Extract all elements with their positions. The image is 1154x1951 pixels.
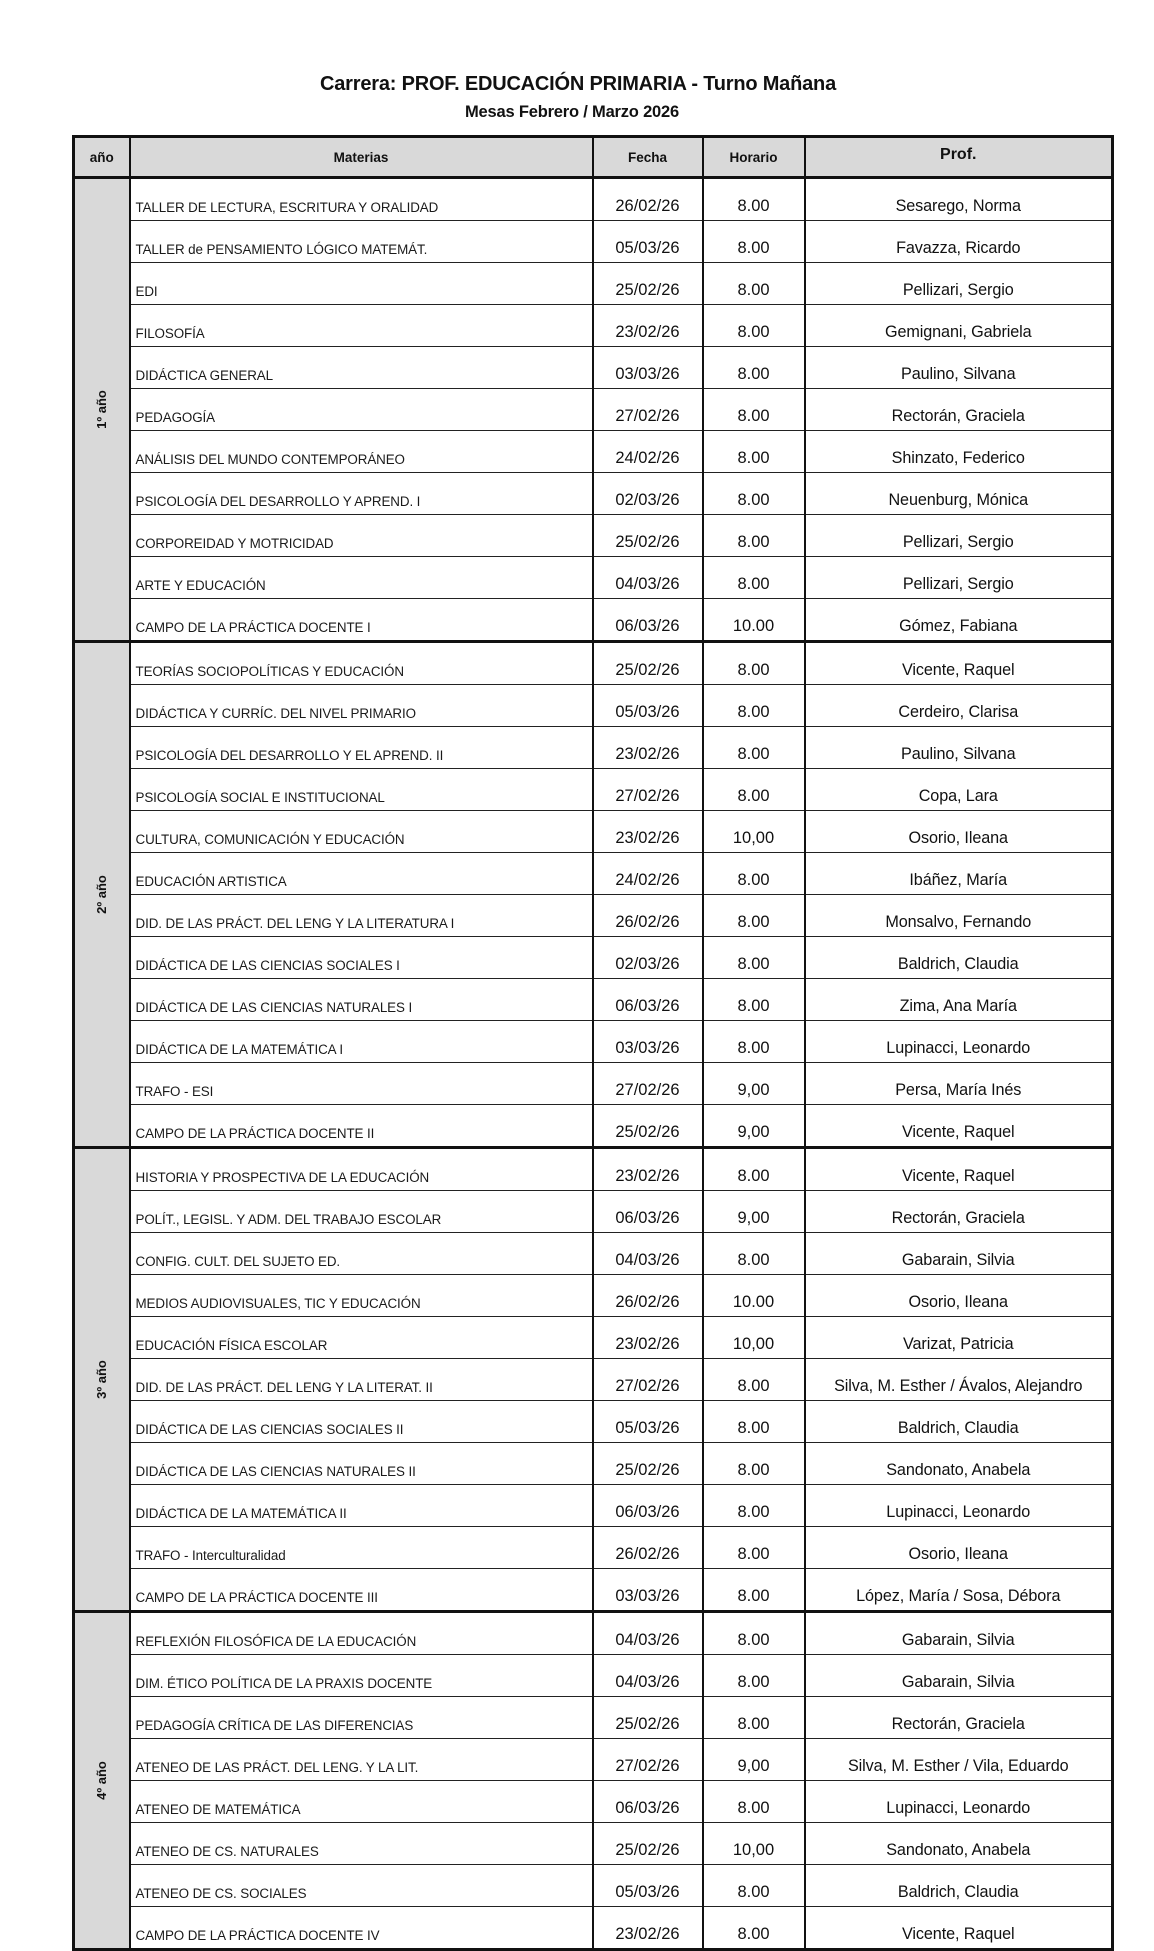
subject-cell: POLÍT., LEGISL. Y ADM. DEL TRABAJO ESCOLAR bbox=[130, 1191, 593, 1233]
table-row bbox=[74, 1781, 1113, 1823]
subject-cell: MEDIOS AUDIOVISUALES, TIC Y EDUCACIÓN bbox=[130, 1275, 593, 1317]
table-row bbox=[74, 305, 1113, 347]
professor-cell: Lupinacci, Leonardo bbox=[805, 1021, 1113, 1063]
table-row bbox=[74, 1655, 1113, 1697]
time-cell: 8.00 bbox=[703, 431, 805, 473]
subject-cell: DIDÁCTICA Y CURRÍC. DEL NIVEL PRIMARIO bbox=[130, 685, 593, 727]
professor-cell: Osorio, Ileana bbox=[805, 1527, 1113, 1569]
date-cell: 23/02/26 bbox=[593, 811, 703, 853]
time-cell: 8.00 bbox=[703, 895, 805, 937]
table-row bbox=[74, 685, 1113, 727]
subject-cell: EDUCACIÓN ARTISTICA bbox=[130, 853, 593, 895]
table-row bbox=[74, 1739, 1113, 1781]
date-cell: 26/02/26 bbox=[593, 178, 703, 221]
subject-cell: PSICOLOGÍA DEL DESARROLLO Y APREND. I bbox=[130, 473, 593, 515]
table-row bbox=[74, 1527, 1113, 1569]
professor-cell: Pellizari, Sergio bbox=[805, 515, 1113, 557]
subject-cell: PEDAGOGÍA CRÍTICA DE LAS DIFERENCIAS bbox=[130, 1697, 593, 1739]
table-row bbox=[74, 221, 1113, 263]
date-cell: 02/03/26 bbox=[593, 473, 703, 515]
date-cell: 24/02/26 bbox=[593, 431, 703, 473]
subject-cell: DIDÁCTICA DE LA MATEMÁTICA I bbox=[130, 1021, 593, 1063]
column-header-materias: Materias bbox=[130, 137, 593, 178]
professor-cell: Cerdeiro, Clarisa bbox=[805, 685, 1113, 727]
subject-cell: CAMPO DE LA PRÁCTICA DOCENTE IV bbox=[130, 1907, 593, 1950]
professor-cell: Vicente, Raquel bbox=[805, 1105, 1113, 1148]
time-cell: 8.00 bbox=[703, 1021, 805, 1063]
professor-cell: Vicente, Raquel bbox=[805, 642, 1113, 685]
time-cell: 8.00 bbox=[703, 263, 805, 305]
subject-cell: TRAFO - Interculturalidad bbox=[130, 1527, 593, 1569]
time-cell: 8.00 bbox=[703, 1697, 805, 1739]
table-row bbox=[74, 1823, 1113, 1865]
date-cell: 27/02/26 bbox=[593, 1359, 703, 1401]
professor-cell: Ibáñez, María bbox=[805, 853, 1113, 895]
date-cell: 25/02/26 bbox=[593, 515, 703, 557]
time-cell: 8.00 bbox=[703, 642, 805, 685]
date-cell: 25/02/26 bbox=[593, 263, 703, 305]
time-cell: 8.00 bbox=[703, 221, 805, 263]
professor-cell: Neuenburg, Mónica bbox=[805, 473, 1113, 515]
professor-cell: Gabarain, Silvia bbox=[805, 1655, 1113, 1697]
subject-cell: PSICOLOGÍA DEL DESARROLLO Y EL APREND. II bbox=[130, 727, 593, 769]
date-cell: 03/03/26 bbox=[593, 1021, 703, 1063]
time-cell: 8.00 bbox=[703, 937, 805, 979]
professor-cell: Sesarego, Norma bbox=[805, 178, 1113, 221]
time-cell: 10,00 bbox=[703, 811, 805, 853]
professor-cell: Baldrich, Claudia bbox=[805, 937, 1113, 979]
table-row bbox=[74, 1401, 1113, 1443]
professor-cell: Pellizari, Sergio bbox=[805, 263, 1113, 305]
time-cell: 8.00 bbox=[703, 389, 805, 431]
professor-cell: Rectorán, Graciela bbox=[805, 1697, 1113, 1739]
date-cell: 24/02/26 bbox=[593, 853, 703, 895]
date-cell: 04/03/26 bbox=[593, 1612, 703, 1655]
table-row bbox=[74, 1485, 1113, 1527]
subject-cell: REFLEXIÓN FILOSÓFICA DE LA EDUCACIÓN bbox=[130, 1612, 593, 1655]
professor-cell: Silva, M. Esther / Vila, Eduardo bbox=[805, 1739, 1113, 1781]
subject-cell: DIDÁCTICA DE LA MATEMÁTICA II bbox=[130, 1485, 593, 1527]
year-group-cell bbox=[74, 1148, 130, 1612]
date-cell: 03/03/26 bbox=[593, 1569, 703, 1612]
date-cell: 25/02/26 bbox=[593, 1697, 703, 1739]
time-cell: 8.00 bbox=[703, 769, 805, 811]
year-group-label: 3º año bbox=[94, 1359, 110, 1399]
year-group-label: 2º año bbox=[94, 874, 110, 914]
time-cell: 9,00 bbox=[703, 1191, 805, 1233]
year-group-label: 4º año bbox=[94, 1760, 110, 1800]
table-row bbox=[74, 979, 1113, 1021]
time-cell: 9,00 bbox=[703, 1105, 805, 1148]
date-cell: 27/02/26 bbox=[593, 1063, 703, 1105]
table-row bbox=[74, 811, 1113, 853]
professor-cell: Gabarain, Silvia bbox=[805, 1233, 1113, 1275]
table-row bbox=[74, 1569, 1113, 1612]
time-cell: 8.00 bbox=[703, 305, 805, 347]
professor-cell: Paulino, Silvana bbox=[805, 347, 1113, 389]
date-cell: 06/03/26 bbox=[593, 1191, 703, 1233]
page-subtitle: Mesas Febrero / Marzo 2026 bbox=[465, 103, 679, 121]
date-cell: 23/02/26 bbox=[593, 1317, 703, 1359]
table-row bbox=[74, 1105, 1113, 1148]
time-cell: 8.00 bbox=[703, 1359, 805, 1401]
time-cell: 8.00 bbox=[703, 1612, 805, 1655]
date-cell: 25/02/26 bbox=[593, 1823, 703, 1865]
date-cell: 04/03/26 bbox=[593, 557, 703, 599]
professor-cell: Sandonato, Anabela bbox=[805, 1823, 1113, 1865]
time-cell: 8.00 bbox=[703, 853, 805, 895]
subject-cell: CAMPO DE LA PRÁCTICA DOCENTE II bbox=[130, 1105, 593, 1148]
subject-cell: TALLER de PENSAMIENTO LÓGICO MATEMÁT. bbox=[130, 221, 593, 263]
subject-cell: DIDÁCTICA GENERAL bbox=[130, 347, 593, 389]
subject-cell: TRAFO - ESI bbox=[130, 1063, 593, 1105]
table-row bbox=[74, 1275, 1113, 1317]
table-row bbox=[74, 853, 1113, 895]
subject-cell: DID. DE LAS PRÁCT. DEL LENG Y LA LITERAT. II bbox=[130, 1359, 593, 1401]
table-row bbox=[74, 1359, 1113, 1401]
time-cell: 8.00 bbox=[703, 1569, 805, 1612]
date-cell: 04/03/26 bbox=[593, 1233, 703, 1275]
year-group-cell bbox=[74, 642, 130, 1148]
date-cell: 23/02/26 bbox=[593, 1148, 703, 1191]
date-cell: 25/02/26 bbox=[593, 1443, 703, 1485]
time-cell: 8.00 bbox=[703, 347, 805, 389]
time-cell: 8.00 bbox=[703, 178, 805, 221]
time-cell: 8.00 bbox=[703, 557, 805, 599]
professor-cell: Vicente, Raquel bbox=[805, 1907, 1113, 1950]
professor-cell: Persa, María Inés bbox=[805, 1063, 1113, 1105]
table-row bbox=[74, 642, 1113, 685]
table-row bbox=[74, 473, 1113, 515]
time-cell: 8.00 bbox=[703, 1401, 805, 1443]
date-cell: 02/03/26 bbox=[593, 937, 703, 979]
exam-schedule-table bbox=[72, 135, 1114, 1951]
date-cell: 06/03/26 bbox=[593, 979, 703, 1021]
subject-cell: PEDAGOGÍA bbox=[130, 389, 593, 431]
date-cell: 26/02/26 bbox=[593, 1527, 703, 1569]
date-cell: 06/03/26 bbox=[593, 599, 703, 642]
table-row bbox=[74, 263, 1113, 305]
subject-cell: EDUCACIÓN FÍSICA ESCOLAR bbox=[130, 1317, 593, 1359]
date-cell: 04/03/26 bbox=[593, 1655, 703, 1697]
time-cell: 10,00 bbox=[703, 1823, 805, 1865]
professor-cell: Gemignani, Gabriela bbox=[805, 305, 1113, 347]
subject-cell: DIDÁCTICA DE LAS CIENCIAS NATURALES II bbox=[130, 1443, 593, 1485]
professor-cell: Gómez, Fabiana bbox=[805, 599, 1113, 642]
subject-cell: CORPOREIDAD Y MOTRICIDAD bbox=[130, 515, 593, 557]
subject-cell: PSICOLOGÍA SOCIAL E INSTITUCIONAL bbox=[130, 769, 593, 811]
subject-cell: ARTE Y EDUCACIÓN bbox=[130, 557, 593, 599]
subject-cell: ANÁLISIS DEL MUNDO CONTEMPORÁNEO bbox=[130, 431, 593, 473]
date-cell: 27/02/26 bbox=[593, 769, 703, 811]
subject-cell: TEORÍAS SOCIOPOLÍTICAS Y EDUCACIÓN bbox=[130, 642, 593, 685]
subject-cell: EDI bbox=[130, 263, 593, 305]
professor-cell: Vicente, Raquel bbox=[805, 1148, 1113, 1191]
table-row bbox=[74, 1233, 1113, 1275]
time-cell: 9,00 bbox=[703, 1063, 805, 1105]
subject-cell: CULTURA, COMUNICACIÓN Y EDUCACIÓN bbox=[130, 811, 593, 853]
professor-cell: Baldrich, Claudia bbox=[805, 1865, 1113, 1907]
professor-cell: Paulino, Silvana bbox=[805, 727, 1113, 769]
column-header-horario: Horario bbox=[703, 137, 805, 178]
table-body bbox=[74, 178, 1113, 1950]
professor-cell: Pellizari, Sergio bbox=[805, 557, 1113, 599]
year-group-cell bbox=[74, 1612, 130, 1950]
table-row bbox=[74, 1612, 1113, 1655]
time-cell: 8.00 bbox=[703, 1443, 805, 1485]
time-cell: 8.00 bbox=[703, 727, 805, 769]
date-cell: 25/02/26 bbox=[593, 1105, 703, 1148]
time-cell: 8.00 bbox=[703, 1527, 805, 1569]
professor-cell: Gabarain, Silvia bbox=[805, 1612, 1113, 1655]
professor-cell: Silva, M. Esther / Ávalos, Alejandro bbox=[805, 1359, 1113, 1401]
year-group-cell bbox=[74, 178, 130, 642]
table-row bbox=[74, 389, 1113, 431]
date-cell: 05/03/26 bbox=[593, 221, 703, 263]
date-cell: 27/02/26 bbox=[593, 1739, 703, 1781]
date-cell: 25/02/26 bbox=[593, 642, 703, 685]
time-cell: 8.00 bbox=[703, 979, 805, 1021]
date-cell: 23/02/26 bbox=[593, 727, 703, 769]
subject-cell: CONFIG. CULT. DEL SUJETO ED. bbox=[130, 1233, 593, 1275]
date-cell: 06/03/26 bbox=[593, 1781, 703, 1823]
table-row bbox=[74, 1443, 1113, 1485]
time-cell: 8.00 bbox=[703, 1907, 805, 1950]
year-group-label: 1º año bbox=[94, 389, 110, 429]
time-cell: 8.00 bbox=[703, 1865, 805, 1907]
time-cell: 10.00 bbox=[703, 1275, 805, 1317]
table-row bbox=[74, 1148, 1113, 1191]
table-row bbox=[74, 515, 1113, 557]
table-row bbox=[74, 178, 1113, 221]
professor-cell: Rectorán, Graciela bbox=[805, 389, 1113, 431]
date-cell: 26/02/26 bbox=[593, 895, 703, 937]
time-cell: 9,00 bbox=[703, 1739, 805, 1781]
date-cell: 06/03/26 bbox=[593, 1485, 703, 1527]
table-row bbox=[74, 1865, 1113, 1907]
time-cell: 8.00 bbox=[703, 515, 805, 557]
time-cell: 8.00 bbox=[703, 1655, 805, 1697]
table-row bbox=[74, 937, 1113, 979]
subject-cell: ATENEO DE MATEMÁTICA bbox=[130, 1781, 593, 1823]
subject-cell: TALLER DE LECTURA, ESCRITURA Y ORALIDAD bbox=[130, 178, 593, 221]
page-title: Carrera: PROF. EDUCACIÓN PRIMARIA - Turno Mañana bbox=[319, 73, 836, 95]
professor-cell: Shinzato, Federico bbox=[805, 431, 1113, 473]
table-row bbox=[74, 599, 1113, 642]
date-cell: 27/02/26 bbox=[593, 389, 703, 431]
time-cell: 8.00 bbox=[703, 1233, 805, 1275]
time-cell: 10,00 bbox=[703, 1317, 805, 1359]
table-row bbox=[74, 1317, 1113, 1359]
professor-cell: Osorio, Ileana bbox=[805, 811, 1113, 853]
professor-cell: Lupinacci, Leonardo bbox=[805, 1485, 1113, 1527]
subject-cell: DIDÁCTICA DE LAS CIENCIAS NATURALES I bbox=[130, 979, 593, 1021]
table-row bbox=[74, 1697, 1113, 1739]
subject-cell: ATENEO DE CS. NATURALES bbox=[130, 1823, 593, 1865]
table-row bbox=[74, 431, 1113, 473]
time-cell: 8.00 bbox=[703, 1485, 805, 1527]
subject-cell: DIM. ÉTICO POLÍTICA DE LA PRAXIS DOCENTE bbox=[130, 1655, 593, 1697]
time-cell: 8.00 bbox=[703, 1148, 805, 1191]
professor-cell: Zima, Ana María bbox=[805, 979, 1113, 1021]
table-header-row bbox=[74, 137, 1113, 178]
table-row bbox=[74, 1021, 1113, 1063]
subject-cell: DIDÁCTICA DE LAS CIENCIAS SOCIALES I bbox=[130, 937, 593, 979]
subject-cell: ATENEO DE LAS PRÁCT. DEL LENG. Y LA LIT. bbox=[130, 1739, 593, 1781]
column-header-anio: año bbox=[74, 137, 130, 178]
subject-cell: CAMPO DE LA PRÁCTICA DOCENTE III bbox=[130, 1569, 593, 1612]
table-row bbox=[74, 1063, 1113, 1105]
subject-cell: ATENEO DE CS. SOCIALES bbox=[130, 1865, 593, 1907]
time-cell: 8.00 bbox=[703, 685, 805, 727]
professor-cell: Copa, Lara bbox=[805, 769, 1113, 811]
date-cell: 03/03/26 bbox=[593, 347, 703, 389]
professor-cell: Sandonato, Anabela bbox=[805, 1443, 1113, 1485]
subject-cell: DID. DE LAS PRÁCT. DEL LENG Y LA LITERATURA I bbox=[130, 895, 593, 937]
subject-cell: DIDÁCTICA DE LAS CIENCIAS SOCIALES II bbox=[130, 1401, 593, 1443]
table-row bbox=[74, 1191, 1113, 1233]
date-cell: 26/02/26 bbox=[593, 1275, 703, 1317]
professor-cell: López, María / Sosa, Débora bbox=[805, 1569, 1113, 1612]
column-header-fecha: Fecha bbox=[593, 137, 703, 178]
table-row bbox=[74, 769, 1113, 811]
date-cell: 05/03/26 bbox=[593, 1865, 703, 1907]
column-header-prof: Prof. bbox=[805, 137, 1113, 178]
table-row bbox=[74, 727, 1113, 769]
professor-cell: Monsalvo, Fernando bbox=[805, 895, 1113, 937]
date-cell: 23/02/26 bbox=[593, 1907, 703, 1950]
table-row bbox=[74, 557, 1113, 599]
subject-cell: HISTORIA Y PROSPECTIVA DE LA EDUCACIÓN bbox=[130, 1148, 593, 1191]
professor-cell: Lupinacci, Leonardo bbox=[805, 1781, 1113, 1823]
date-cell: 05/03/26 bbox=[593, 1401, 703, 1443]
table-row bbox=[74, 1907, 1113, 1950]
professor-cell: Varizat, Patricia bbox=[805, 1317, 1113, 1359]
time-cell: 10.00 bbox=[703, 599, 805, 642]
professor-cell: Osorio, Ileana bbox=[805, 1275, 1113, 1317]
date-cell: 05/03/26 bbox=[593, 685, 703, 727]
subject-cell: CAMPO DE LA PRÁCTICA DOCENTE I bbox=[130, 599, 593, 642]
table-row bbox=[74, 347, 1113, 389]
professor-cell: Favazza, Ricardo bbox=[805, 221, 1113, 263]
professor-cell: Rectorán, Graciela bbox=[805, 1191, 1113, 1233]
subject-cell: FILOSOFÍA bbox=[130, 305, 593, 347]
time-cell: 8.00 bbox=[703, 1781, 805, 1823]
table-row bbox=[74, 895, 1113, 937]
time-cell: 8.00 bbox=[703, 473, 805, 515]
date-cell: 23/02/26 bbox=[593, 305, 703, 347]
professor-cell: Baldrich, Claudia bbox=[805, 1401, 1113, 1443]
